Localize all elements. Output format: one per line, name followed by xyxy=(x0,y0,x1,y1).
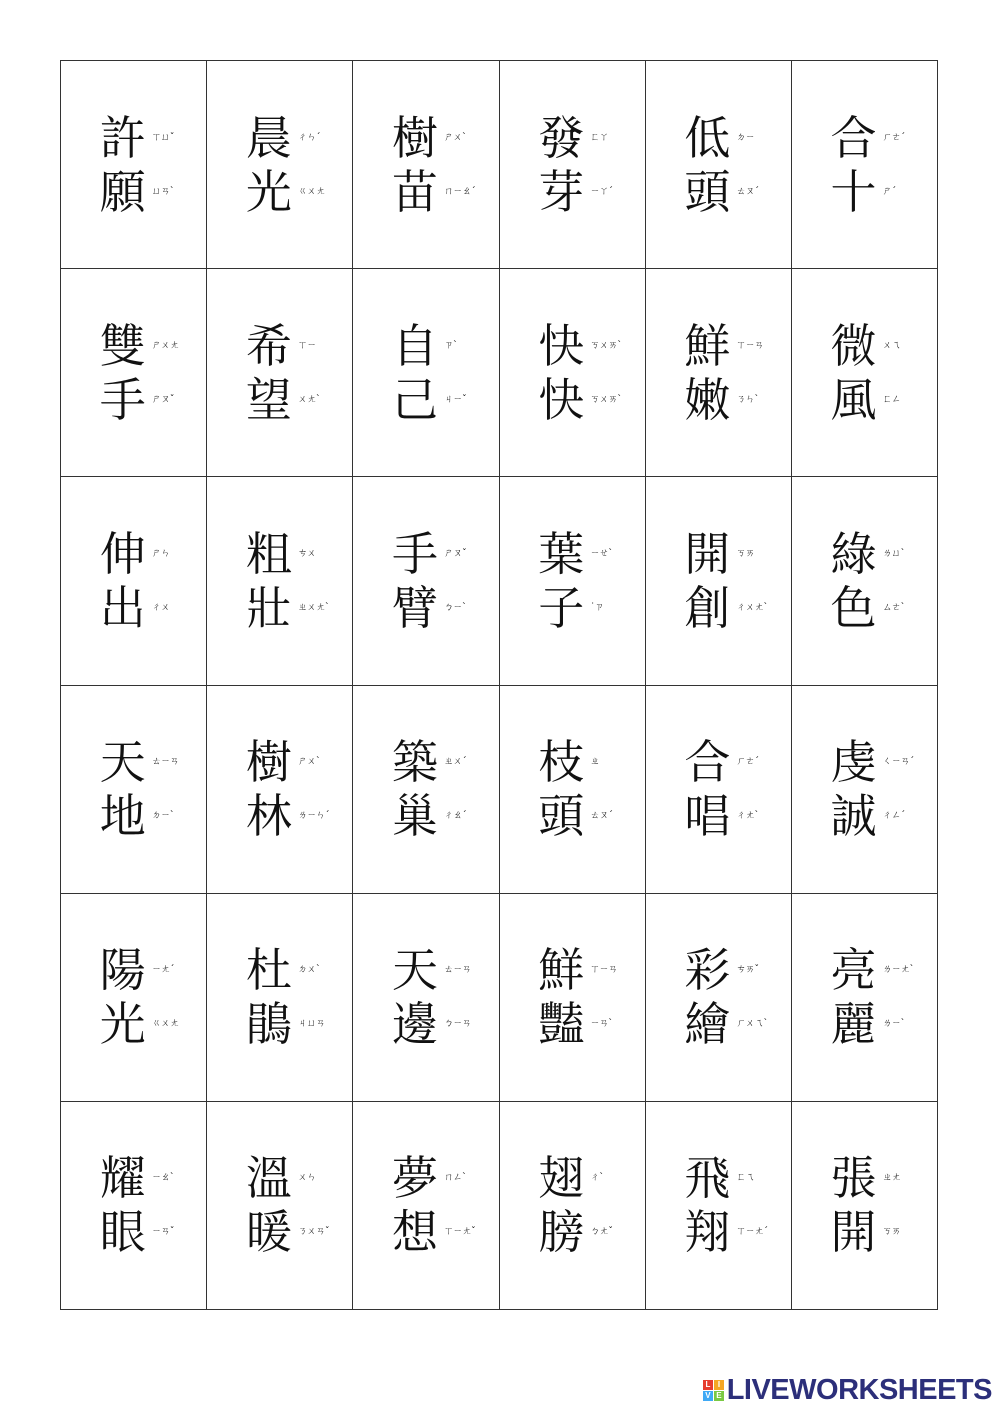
zhuyin-annotation: ㄅㄧˋ xyxy=(444,601,467,613)
hanzi-character: 飛 xyxy=(684,1151,731,1206)
zhuyin-annotation: ㄔㄣˊ xyxy=(297,131,321,143)
word xyxy=(829,943,914,1052)
word-card[interactable] xyxy=(61,894,207,1102)
word-card[interactable] xyxy=(353,269,499,477)
zhuyin-annotation: ㄈㄥ xyxy=(882,393,901,405)
hanzi-character: 頭 xyxy=(538,789,585,844)
word xyxy=(390,1151,476,1260)
hanzi-character: 發 xyxy=(538,110,585,165)
zhuyin-annotation: ㄕㄨˋ xyxy=(444,131,467,143)
hanzi-character: 築 xyxy=(392,735,439,790)
syllable xyxy=(536,372,622,427)
hanzi-character: 壯 xyxy=(245,580,292,635)
syllable xyxy=(390,372,468,427)
zhuyin-annotation: ㄧㄚˊ xyxy=(590,185,613,197)
logo-letter: L xyxy=(703,1380,713,1390)
word xyxy=(682,735,760,844)
syllable xyxy=(390,164,476,219)
word-card-grid xyxy=(60,60,938,1310)
syllable xyxy=(98,372,176,427)
word xyxy=(98,110,176,219)
word xyxy=(390,735,468,844)
logo-mark-icon xyxy=(703,1380,724,1401)
word xyxy=(244,110,325,219)
word xyxy=(244,1151,330,1260)
word xyxy=(682,943,768,1052)
zhuyin-annotation: ㄧㄤˊ xyxy=(151,964,174,976)
syllable xyxy=(829,1205,907,1260)
word-card[interactable] xyxy=(353,477,499,685)
word-card[interactable] xyxy=(792,269,938,477)
hanzi-character: 低 xyxy=(684,110,731,165)
word-card[interactable] xyxy=(792,1102,938,1310)
syllable xyxy=(536,735,614,790)
logo-letter: I xyxy=(714,1380,724,1390)
hanzi-character: 巢 xyxy=(392,789,439,844)
syllable xyxy=(244,318,322,373)
zhuyin-annotation: ㄒㄧㄤˇ xyxy=(444,1226,476,1238)
zhuyin-annotation: ㄒㄧㄢ xyxy=(590,964,618,976)
syllable xyxy=(829,318,907,373)
word xyxy=(536,318,622,427)
hanzi-character: 麗 xyxy=(830,997,877,1052)
hanzi-character: 翅 xyxy=(538,1151,585,1206)
word-card[interactable] xyxy=(792,686,938,894)
word-card[interactable] xyxy=(646,894,792,1102)
zhuyin-annotation: ㄊㄡˊ xyxy=(590,810,613,822)
hanzi-character: 地 xyxy=(99,789,146,844)
hanzi-character: 鵑 xyxy=(245,997,292,1052)
hanzi-character: 快 xyxy=(538,318,585,373)
word xyxy=(98,943,179,1052)
syllable xyxy=(244,735,322,790)
zhuyin-annotation: ㄕㄨˋ xyxy=(297,756,321,768)
hanzi-character: 希 xyxy=(245,318,292,373)
word xyxy=(390,110,476,219)
zhuyin-annotation: ㄐㄧˇ xyxy=(444,393,467,405)
hanzi-character: 己 xyxy=(392,372,439,427)
hanzi-character: 芽 xyxy=(538,164,585,219)
zhuyin-annotation: ˙ㄗ xyxy=(590,601,604,613)
zhuyin-annotation: ㄈㄟ xyxy=(736,1172,755,1184)
syllable xyxy=(682,943,760,998)
hanzi-character: 願 xyxy=(99,164,146,219)
syllable xyxy=(390,110,468,165)
word-card[interactable] xyxy=(500,477,646,685)
hanzi-character: 自 xyxy=(392,318,439,373)
word-card[interactable] xyxy=(500,61,646,269)
word xyxy=(536,943,618,1052)
syllable xyxy=(536,943,618,998)
zhuyin-annotation: ㄩㄢˋ xyxy=(151,185,174,197)
hanzi-character: 虔 xyxy=(830,735,877,790)
word xyxy=(829,110,907,219)
word xyxy=(98,318,179,427)
zhuyin-annotation: ㄔㄤˋ xyxy=(736,810,759,822)
syllable xyxy=(829,164,907,219)
word xyxy=(829,1151,907,1260)
syllable xyxy=(829,997,907,1052)
word-card[interactable] xyxy=(353,686,499,894)
zhuyin-annotation: ㄘㄨ xyxy=(297,547,316,559)
hanzi-character: 唱 xyxy=(684,789,731,844)
syllable xyxy=(682,789,760,844)
hanzi-character: 晨 xyxy=(245,110,292,165)
syllable xyxy=(390,1151,468,1206)
zhuyin-annotation: ㄇㄥˋ xyxy=(444,1172,467,1184)
zhuyin-annotation: ㄉㄨˋ xyxy=(297,964,321,976)
word xyxy=(829,318,907,427)
word-card[interactable] xyxy=(61,269,207,477)
syllable xyxy=(829,1151,907,1206)
syllable xyxy=(390,997,472,1052)
zhuyin-annotation: ㄈㄚ xyxy=(590,131,609,143)
hanzi-character: 頭 xyxy=(684,164,731,219)
syllable xyxy=(98,1205,176,1260)
zhuyin-annotation: ㄓㄨˊ xyxy=(444,756,467,768)
syllable xyxy=(682,997,768,1052)
zhuyin-annotation: ㄊㄧㄢ xyxy=(151,756,179,768)
zhuyin-annotation: ㄎㄞ xyxy=(882,1226,901,1238)
zhuyin-annotation: ㄘㄞˇ xyxy=(736,964,759,976)
zhuyin-annotation: ㄍㄨㄤ xyxy=(151,1018,179,1030)
hanzi-character: 誠 xyxy=(830,789,877,844)
zhuyin-annotation: ㄊㄧㄢ xyxy=(444,964,472,976)
syllable xyxy=(244,526,322,581)
syllable xyxy=(244,1205,330,1260)
zhuyin-annotation: ㄒㄧ xyxy=(297,339,316,351)
syllable xyxy=(682,164,760,219)
syllable xyxy=(244,997,325,1052)
syllable xyxy=(536,789,614,844)
zhuyin-annotation: ㄏㄜˊ xyxy=(736,756,759,768)
syllable xyxy=(829,735,914,790)
zhuyin-annotation: ㄒㄩˇ xyxy=(151,131,174,143)
syllable xyxy=(682,1151,760,1206)
zhuyin-annotation: ㄕㄡˇ xyxy=(444,547,467,559)
hanzi-character: 手 xyxy=(99,372,146,427)
zhuyin-annotation: ㄔㄥˊ xyxy=(882,810,905,822)
hanzi-character: 樹 xyxy=(392,110,439,165)
word-card[interactable] xyxy=(61,686,207,894)
logo-letter: V xyxy=(703,1391,713,1401)
syllable xyxy=(98,997,179,1052)
hanzi-character: 眼 xyxy=(99,1205,146,1260)
syllable xyxy=(98,110,176,165)
hanzi-character: 夢 xyxy=(392,1151,439,1206)
syllable xyxy=(536,1151,614,1206)
syllable xyxy=(829,372,907,427)
word xyxy=(390,943,472,1052)
syllable xyxy=(390,318,468,373)
word-card[interactable] xyxy=(353,894,499,1102)
word-card[interactable] xyxy=(646,686,792,894)
zhuyin-annotation: ㄧㄠˋ xyxy=(151,1172,174,1184)
hanzi-character: 雙 xyxy=(99,318,146,373)
word xyxy=(536,110,614,219)
word-card[interactable] xyxy=(646,269,792,477)
zhuyin-annotation: ㄔㄠˊ xyxy=(444,810,467,822)
hanzi-character: 光 xyxy=(99,997,146,1052)
syllable xyxy=(244,1151,322,1206)
word xyxy=(829,735,914,844)
syllable xyxy=(829,943,914,998)
hanzi-character: 邊 xyxy=(392,997,439,1052)
hanzi-character: 快 xyxy=(538,372,585,427)
word-card[interactable] xyxy=(792,894,938,1102)
word-card[interactable] xyxy=(646,1102,792,1310)
hanzi-character: 色 xyxy=(830,580,877,635)
zhuyin-annotation: ㄓ xyxy=(590,756,600,768)
word-card[interactable] xyxy=(353,61,499,269)
word-card[interactable] xyxy=(646,61,792,269)
syllable xyxy=(244,164,325,219)
syllable xyxy=(98,789,176,844)
zhuyin-annotation: ㄨㄣ xyxy=(297,1172,316,1184)
zhuyin-annotation: ㄉㄧ xyxy=(736,131,755,143)
syllable xyxy=(536,164,614,219)
word xyxy=(98,735,179,844)
syllable xyxy=(682,580,768,635)
zhuyin-annotation: ㄎㄨㄞˋ xyxy=(590,339,622,351)
zhuyin-annotation: ㄧㄝˋ xyxy=(590,547,613,559)
word-card[interactable] xyxy=(207,1102,353,1310)
zhuyin-annotation: ㄔㄨ xyxy=(151,601,170,613)
word xyxy=(244,318,322,427)
word xyxy=(536,526,614,635)
syllable xyxy=(390,580,468,635)
zhuyin-annotation: ㄒㄧㄢ xyxy=(736,339,764,351)
hanzi-character: 創 xyxy=(684,580,731,635)
syllable xyxy=(536,580,614,635)
zhuyin-annotation: ㄌㄧˋ xyxy=(882,1018,905,1030)
zhuyin-annotation: ㄧㄢˇ xyxy=(151,1226,174,1238)
zhuyin-annotation: ㄧㄢˋ xyxy=(590,1018,613,1030)
word xyxy=(390,526,468,635)
zhuyin-annotation: ㄊㄡˊ xyxy=(736,185,759,197)
word-card[interactable] xyxy=(353,1102,499,1310)
liveworksheets-logo xyxy=(703,1374,992,1407)
word-card[interactable] xyxy=(207,477,353,685)
word xyxy=(682,1151,768,1260)
hanzi-character: 樹 xyxy=(245,735,292,790)
word-card[interactable] xyxy=(61,477,207,685)
zhuyin-annotation: ㄙㄜˋ xyxy=(882,601,905,613)
word-card[interactable] xyxy=(792,61,938,269)
hanzi-character: 杜 xyxy=(245,943,292,998)
syllable xyxy=(98,943,176,998)
hanzi-character: 天 xyxy=(392,943,439,998)
syllable xyxy=(536,110,614,165)
syllable xyxy=(829,580,907,635)
syllable xyxy=(244,943,322,998)
syllable xyxy=(829,526,907,581)
hanzi-character: 溫 xyxy=(245,1151,292,1206)
hanzi-character: 開 xyxy=(830,1205,877,1260)
word xyxy=(536,1151,614,1260)
zhuyin-annotation: ㄕˊ xyxy=(882,185,896,197)
syllable xyxy=(244,789,330,844)
syllable xyxy=(390,1205,476,1260)
zhuyin-annotation: ㄎㄞ xyxy=(736,547,755,559)
syllable xyxy=(682,1205,768,1260)
zhuyin-annotation: ㄏㄨㄟˋ xyxy=(736,1018,768,1030)
syllable xyxy=(682,110,760,165)
hanzi-character: 繪 xyxy=(684,997,731,1052)
zhuyin-annotation: ㄨㄤˋ xyxy=(297,393,321,405)
hanzi-character: 暖 xyxy=(245,1205,292,1260)
hanzi-character: 想 xyxy=(392,1205,439,1260)
zhuyin-annotation: ㄔˋ xyxy=(590,1172,604,1184)
hanzi-character: 苗 xyxy=(392,164,439,219)
zhuyin-annotation: ㄨㄟ xyxy=(882,339,901,351)
syllable xyxy=(682,526,760,581)
hanzi-character: 陽 xyxy=(99,943,146,998)
hanzi-character: 臂 xyxy=(392,580,439,635)
hanzi-character: 彩 xyxy=(684,943,731,998)
hanzi-character: 天 xyxy=(99,735,146,790)
syllable xyxy=(98,164,176,219)
word xyxy=(98,526,176,635)
word xyxy=(244,735,330,844)
hanzi-character: 合 xyxy=(684,735,731,790)
hanzi-character: 膀 xyxy=(538,1205,585,1260)
word-card[interactable] xyxy=(207,894,353,1102)
word-card[interactable] xyxy=(61,1102,207,1310)
zhuyin-annotation: ㄔㄨㄤˋ xyxy=(736,601,768,613)
zhuyin-annotation: ㄍㄨㄤ xyxy=(297,185,325,197)
syllable xyxy=(829,789,907,844)
word xyxy=(390,318,468,427)
syllable xyxy=(98,526,176,581)
hanzi-character: 綠 xyxy=(830,526,877,581)
zhuyin-annotation: ㄓㄨㄤˋ xyxy=(297,601,330,613)
syllable xyxy=(98,1151,176,1206)
word-card[interactable] xyxy=(207,269,353,477)
zhuyin-annotation: ㄕㄨㄤ xyxy=(151,339,179,351)
syllable xyxy=(390,526,468,581)
zhuyin-annotation: ㄅㄧㄢ xyxy=(444,1018,472,1030)
word xyxy=(682,318,764,427)
word xyxy=(829,526,907,635)
syllable xyxy=(244,110,322,165)
syllable xyxy=(98,318,179,373)
syllable xyxy=(682,735,760,790)
word xyxy=(536,735,614,844)
hanzi-character: 耀 xyxy=(99,1151,146,1206)
zhuyin-annotation: ㄌㄧㄣˊ xyxy=(297,810,330,822)
hanzi-character: 葉 xyxy=(538,526,585,581)
hanzi-character: 嫩 xyxy=(684,372,731,427)
syllable xyxy=(98,735,179,790)
logo-text: LIVEWORKSHEETS xyxy=(726,1374,992,1406)
hanzi-character: 開 xyxy=(684,526,731,581)
hanzi-character: 亮 xyxy=(830,943,877,998)
syllable xyxy=(536,997,614,1052)
zhuyin-annotation: ㄌㄩˋ xyxy=(882,547,905,559)
hanzi-character: 子 xyxy=(538,580,585,635)
syllable xyxy=(244,580,330,635)
hanzi-character: 翔 xyxy=(684,1205,731,1260)
hanzi-character: 粗 xyxy=(245,526,292,581)
hanzi-character: 伸 xyxy=(99,526,146,581)
hanzi-character: 微 xyxy=(830,318,877,373)
word-card[interactable] xyxy=(792,477,938,685)
syllable xyxy=(390,735,468,790)
hanzi-character: 風 xyxy=(830,372,877,427)
zhuyin-annotation: ㄇㄧㄠˊ xyxy=(444,185,476,197)
word xyxy=(98,1151,176,1260)
zhuyin-annotation: ㄋㄨㄢˇ xyxy=(297,1226,330,1238)
syllable xyxy=(390,943,472,998)
zhuyin-annotation: ㄗˋ xyxy=(444,339,458,351)
word xyxy=(244,526,330,635)
hanzi-character: 鮮 xyxy=(684,318,731,373)
syllable xyxy=(829,110,907,165)
word xyxy=(682,526,768,635)
hanzi-character: 出 xyxy=(99,580,146,635)
syllable xyxy=(536,1205,614,1260)
zhuyin-annotation: ㄐㄩㄢ xyxy=(297,1018,325,1030)
syllable xyxy=(536,318,622,373)
hanzi-character: 望 xyxy=(245,372,292,427)
zhuyin-annotation: ㄑㄧㄢˊ xyxy=(882,756,914,768)
hanzi-character: 許 xyxy=(99,110,146,165)
word-card[interactable] xyxy=(61,61,207,269)
word-card[interactable] xyxy=(500,686,646,894)
syllable xyxy=(98,580,176,635)
zhuyin-annotation: ㄏㄜˊ xyxy=(882,131,905,143)
hanzi-character: 枝 xyxy=(538,735,585,790)
word-card[interactable] xyxy=(500,894,646,1102)
word-card[interactable] xyxy=(207,61,353,269)
zhuyin-annotation: ㄋㄣˋ xyxy=(736,393,759,405)
word xyxy=(244,943,325,1052)
syllable xyxy=(682,372,760,427)
zhuyin-annotation: ㄅㄤˇ xyxy=(590,1226,613,1238)
syllable xyxy=(390,789,468,844)
hanzi-character: 手 xyxy=(392,526,439,581)
word-card[interactable] xyxy=(646,477,792,685)
word-card[interactable] xyxy=(207,686,353,894)
zhuyin-annotation: ㄌㄧㄤˋ xyxy=(882,964,914,976)
hanzi-character: 十 xyxy=(830,164,877,219)
zhuyin-annotation: ㄎㄨㄞˋ xyxy=(590,393,622,405)
syllable xyxy=(536,526,614,581)
hanzi-character: 豔 xyxy=(538,997,585,1052)
zhuyin-annotation: ㄓㄤ xyxy=(882,1172,901,1184)
hanzi-character: 張 xyxy=(830,1151,877,1206)
word-card[interactable] xyxy=(500,1102,646,1310)
hanzi-character: 合 xyxy=(830,110,877,165)
hanzi-character: 鮮 xyxy=(538,943,585,998)
zhuyin-annotation: ㄒㄧㄤˊ xyxy=(736,1226,768,1238)
hanzi-character: 光 xyxy=(245,164,292,219)
word xyxy=(682,110,760,219)
syllable xyxy=(244,372,322,427)
logo-letter: E xyxy=(714,1391,724,1401)
hanzi-character: 林 xyxy=(245,789,292,844)
zhuyin-annotation: ㄉㄧˋ xyxy=(151,810,174,822)
word-card[interactable] xyxy=(500,269,646,477)
syllable xyxy=(682,318,764,373)
zhuyin-annotation: ㄕㄣ xyxy=(151,547,170,559)
zhuyin-annotation: ㄕㄡˇ xyxy=(151,393,174,405)
